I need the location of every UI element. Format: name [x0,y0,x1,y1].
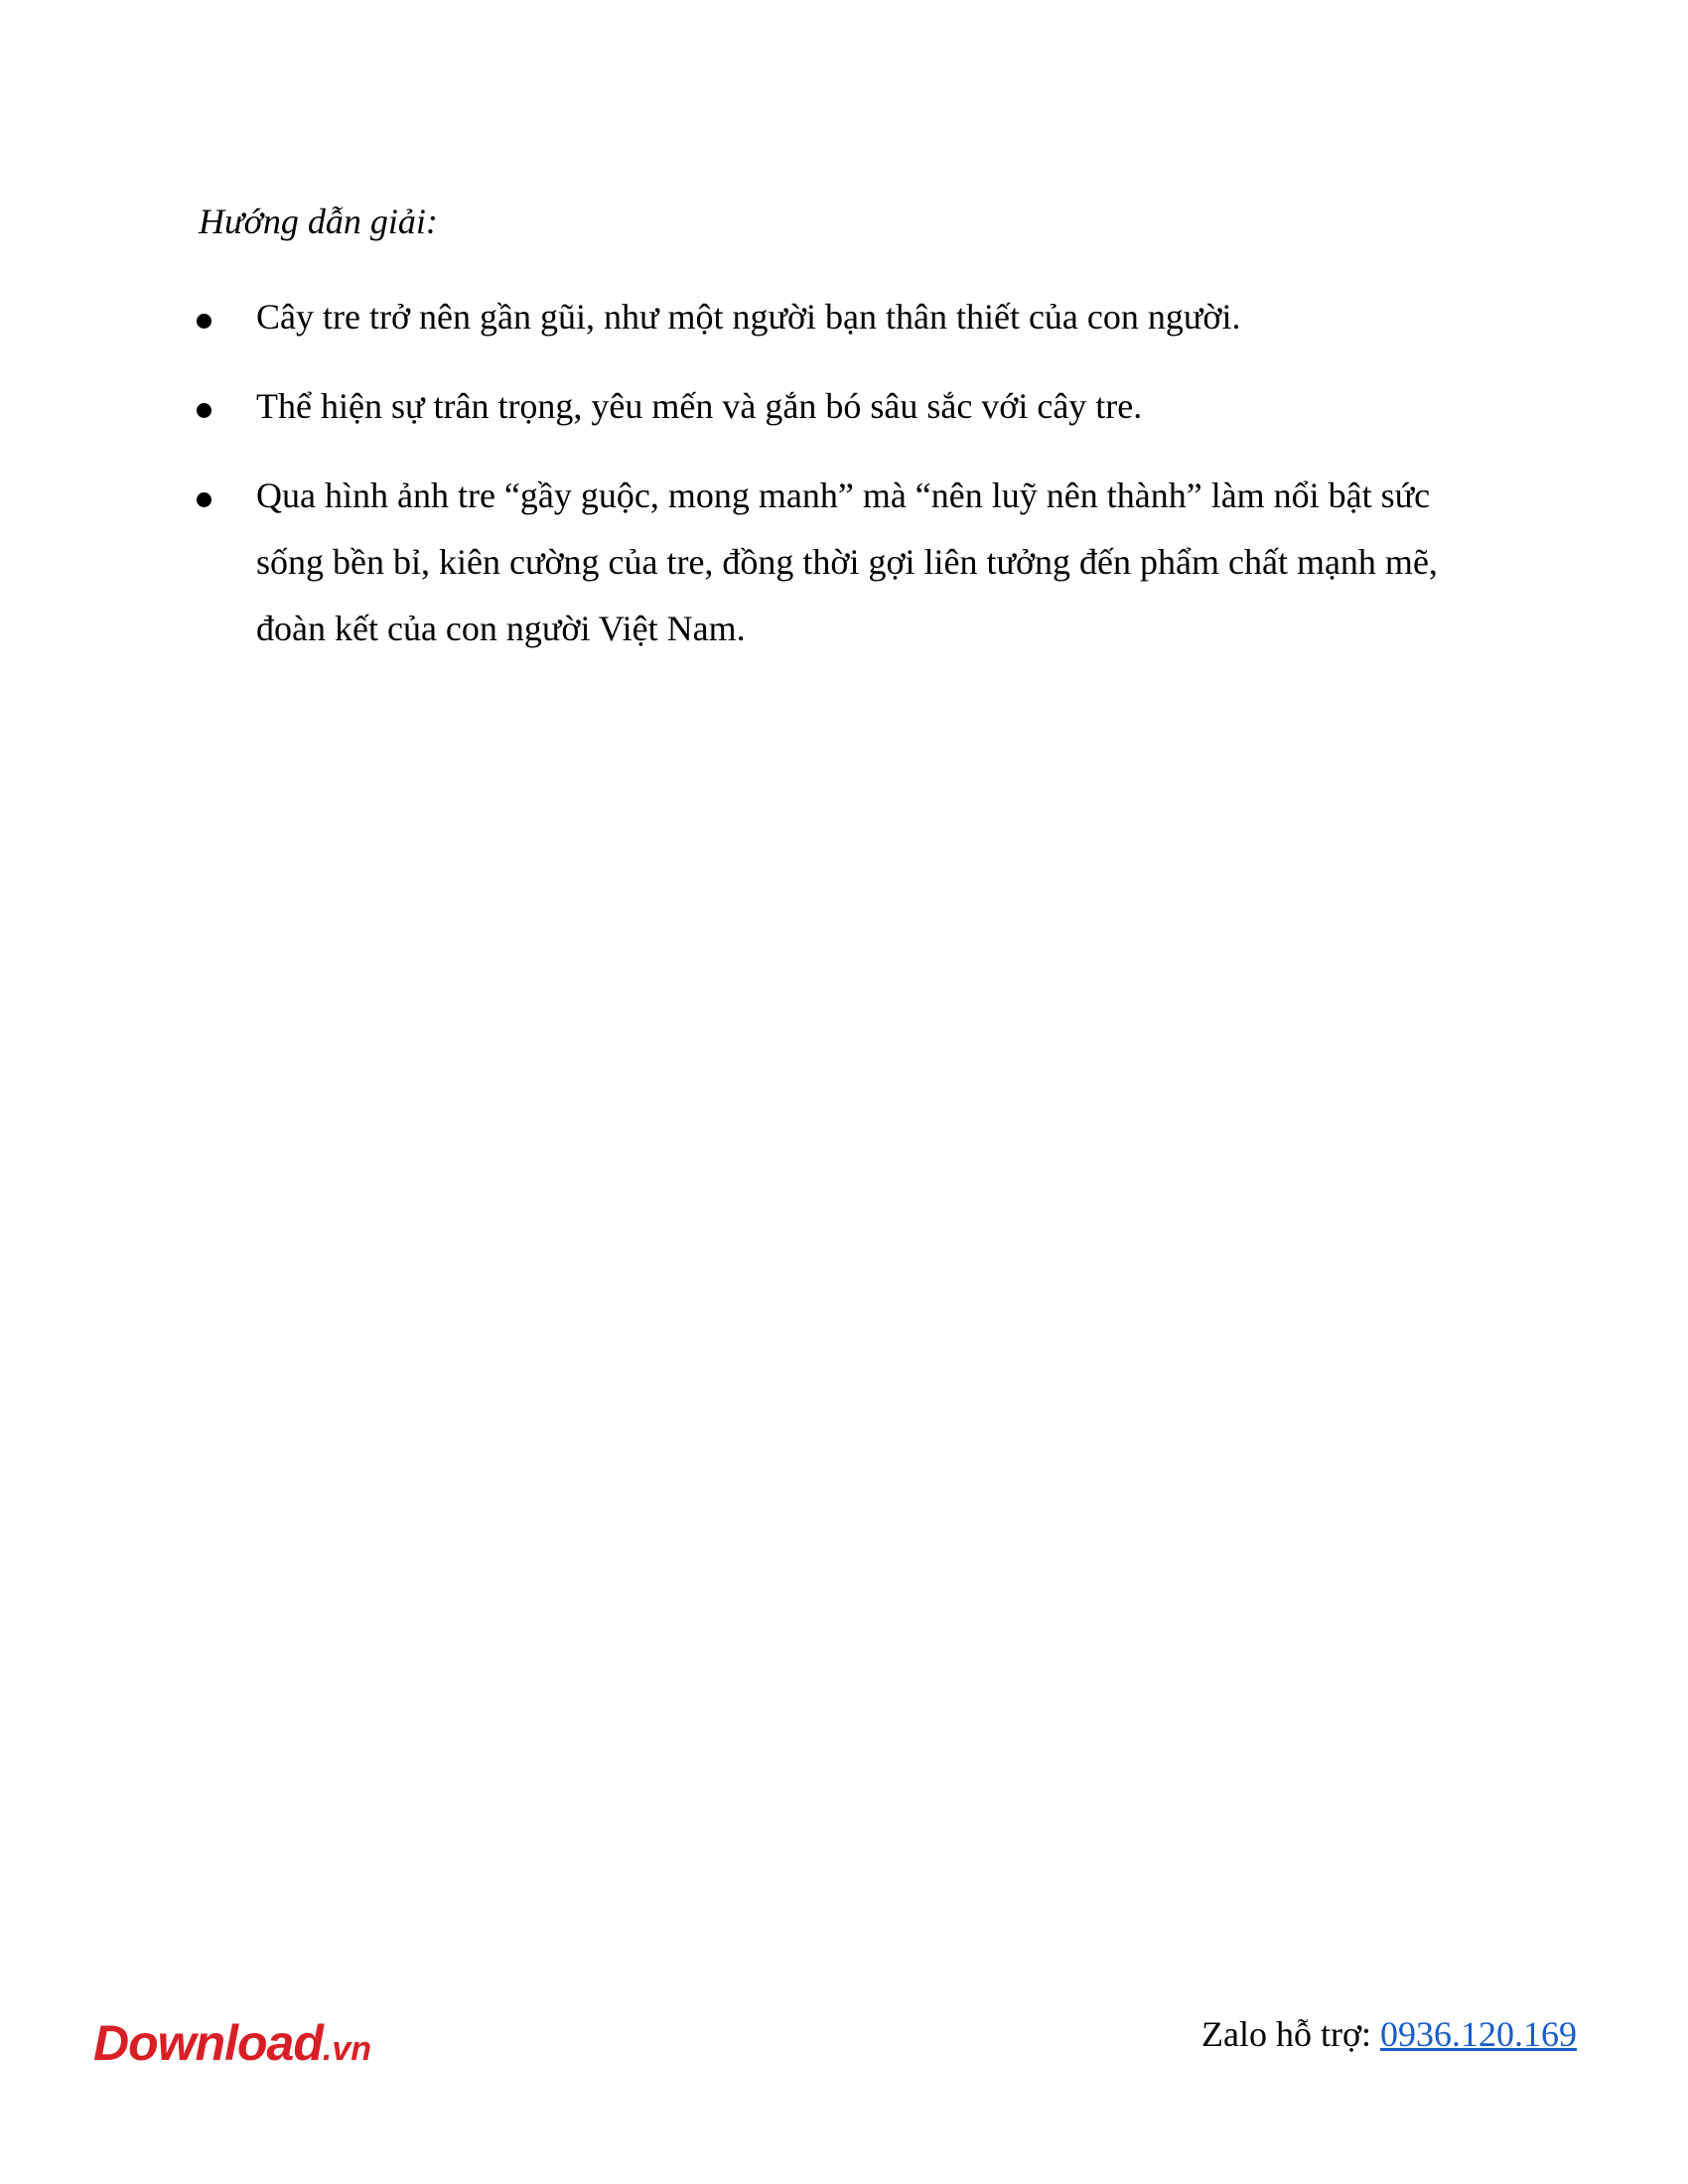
bullet-text: Qua hình ảnh tre “gầy guộc, mong manh” mà “nên luỹ nên thành” làm nổi bật sức sống bền bỉ, kiên cường của tre, đồng thời gợi liên tưởng đến phẩm chất mạnh mẽ, đoàn kết của con người Việt Nam. [256,476,1438,648]
bullet-text: Cây tre trở nên gần gũi, như một người bạn thân thiết của con người. [256,297,1241,337]
bullet-text: Thể hiện sự trân trọng, yêu mến và gắn bó sâu sắc với cây tre. [256,386,1143,426]
bullet-icon [197,403,211,418]
list-item [197,463,1487,662]
list-item [197,373,1487,440]
support-phone-link[interactable]: 0936.120.169 [1380,2014,1577,2054]
solution-heading: Hướng dẫn giải: [199,202,438,241]
list-item [197,284,1487,350]
bullet-icon [197,492,211,507]
bullet-list [197,284,1487,685]
logo-suffix-text: .vn [322,2030,371,2068]
bullet-icon [197,314,211,329]
support-label: Zalo hỗ trợ: [1201,2014,1380,2054]
logo-main-text: Download [93,2015,323,2071]
zalo-support [1201,2009,1577,2059]
download-vn-logo [93,2013,371,2086]
